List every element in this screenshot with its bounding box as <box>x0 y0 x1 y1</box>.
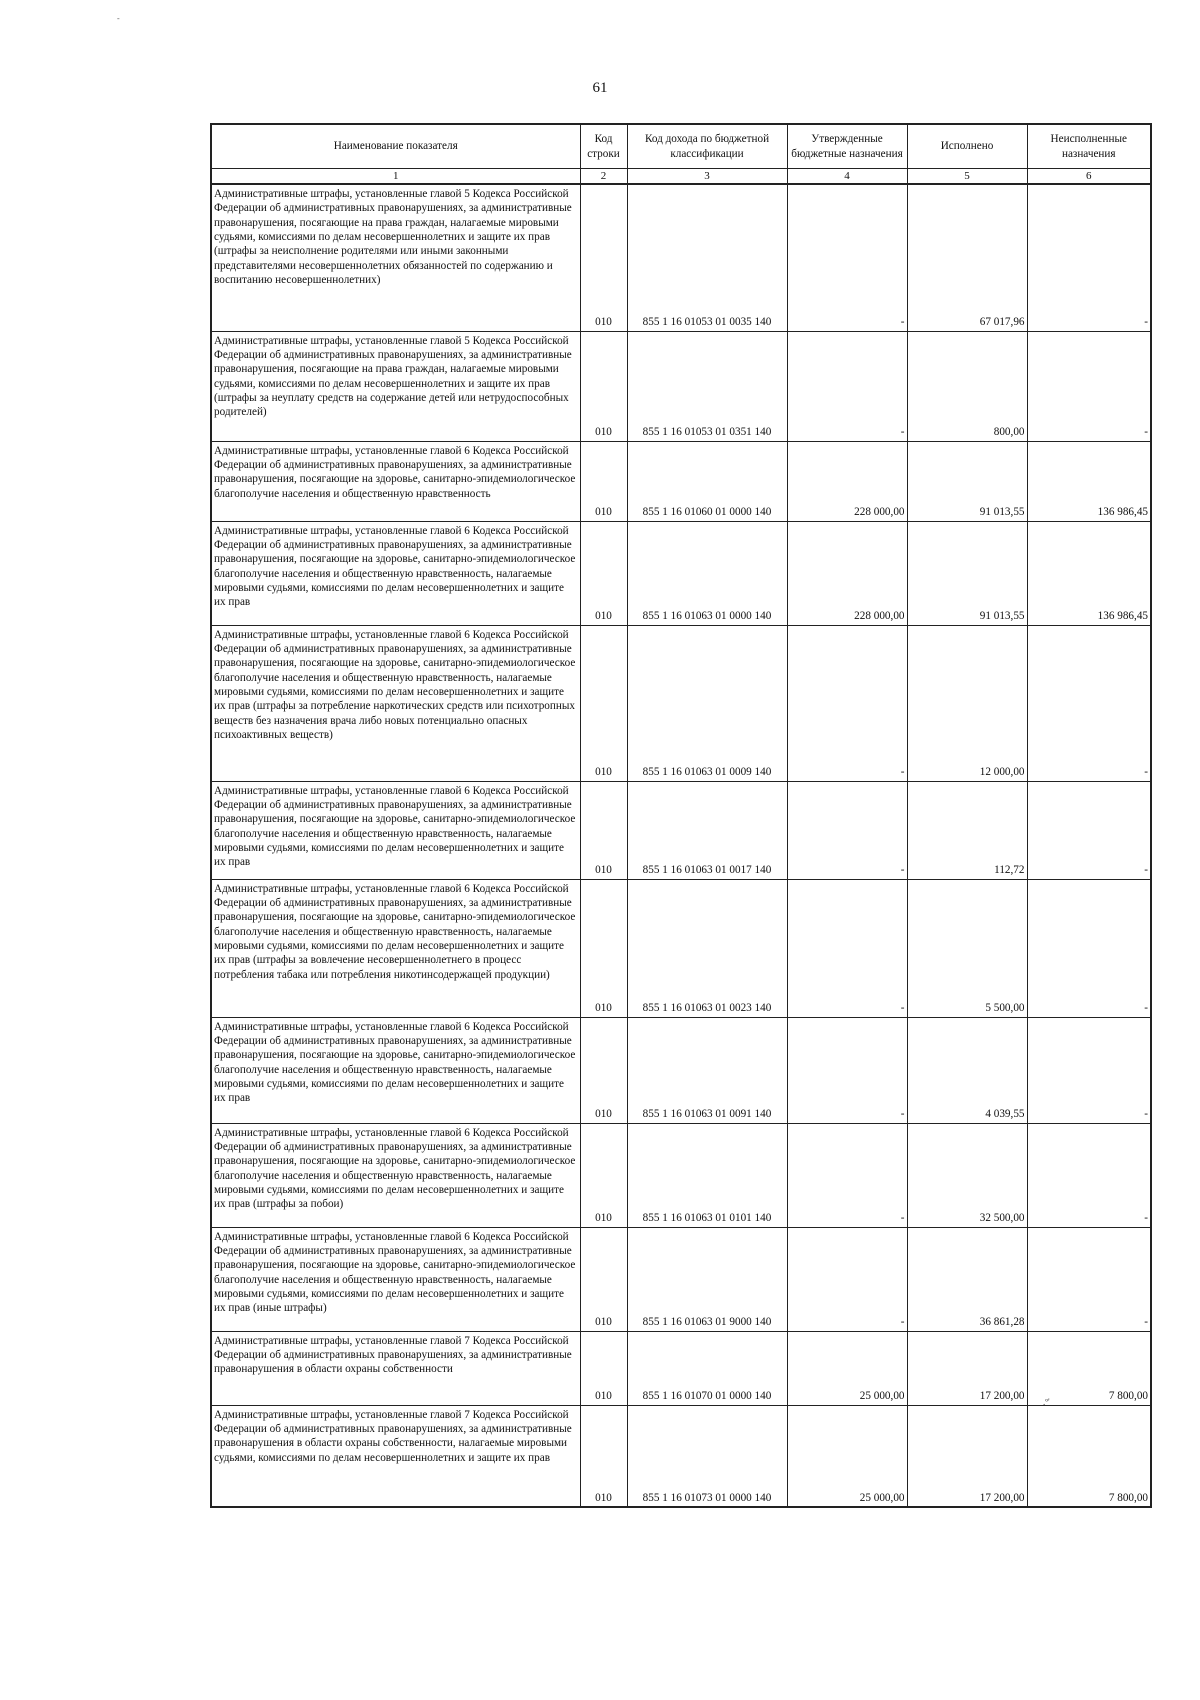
row-income-code: 855 1 16 01063 01 0000 140 <box>627 521 787 625</box>
row-approved: - <box>787 331 907 441</box>
header-approved: Утвержденные бюджетные назначения <box>787 124 907 169</box>
row-executed: 36 861,28 <box>907 1227 1027 1331</box>
row-executed: 17 200,00 <box>907 1331 1027 1405</box>
header-line-code: Код строки <box>580 124 627 169</box>
row-line-code: 010 <box>580 781 627 879</box>
row-unexecuted: 7 800,00 <box>1027 1331 1151 1405</box>
table-body <box>211 184 1151 1507</box>
report-sheet <box>210 123 1150 1508</box>
header-income-code: Код дохода по бюджетной классификации <box>627 124 787 169</box>
row-approved: - <box>787 879 907 1017</box>
row-indicator-name: Административные штрафы, установленные главой 6 Кодекса Российской Федерации об административных правонарушениях, за административные правонарушения, посягающие на здоровье, санитарно-эпидемиологическое благополучие населения и общественную нравственность, налагаемые мировыми судьями, комиссиями по делам несовершеннолетних и защите их прав (иные штрафы) <box>211 1227 580 1331</box>
header-row <box>211 124 1151 169</box>
row-approved: - <box>787 781 907 879</box>
table-row <box>211 781 1151 879</box>
row-executed: 112,72 <box>907 781 1027 879</box>
column-number: 5 <box>907 169 1027 185</box>
row-approved: - <box>787 1123 907 1227</box>
row-unexecuted: - <box>1027 1017 1151 1123</box>
row-executed: 91 013,55 <box>907 521 1027 625</box>
budget-income-table <box>210 123 1152 1508</box>
row-executed: 91 013,55 <box>907 441 1027 521</box>
row-line-code: 010 <box>580 1123 627 1227</box>
scan-mark: .º' <box>1043 1397 1050 1407</box>
row-executed: 4 039,55 <box>907 1017 1027 1123</box>
row-income-code: 855 1 16 01070 01 0000 140 <box>627 1331 787 1405</box>
row-unexecuted: - <box>1027 781 1151 879</box>
row-executed: 17 200,00 <box>907 1405 1027 1507</box>
column-number-row <box>211 169 1151 185</box>
row-approved: - <box>787 625 907 781</box>
row-executed: 32 500,00 <box>907 1123 1027 1227</box>
row-executed: 67 017,96 <box>907 184 1027 331</box>
row-income-code: 855 1 16 01063 01 0023 140 <box>627 879 787 1017</box>
header-unexecuted: Неисполненные назначения <box>1027 124 1151 169</box>
row-executed: 12 000,00 <box>907 625 1027 781</box>
row-indicator-name: Административные штрафы, установленные главой 6 Кодекса Российской Федерации об административных правонарушениях, за административные правонарушения, посягающие на здоровье, санитарно-эпидемиологическое благополучие населения и общественную нравственность <box>211 441 580 521</box>
table-row <box>211 625 1151 781</box>
row-approved: 25 000,00 <box>787 1405 907 1507</box>
row-approved: - <box>787 1227 907 1331</box>
row-unexecuted: - <box>1027 331 1151 441</box>
row-unexecuted: - <box>1027 184 1151 331</box>
row-income-code: 855 1 16 01063 01 0091 140 <box>627 1017 787 1123</box>
row-line-code: 010 <box>580 879 627 1017</box>
row-income-code: 855 1 16 01053 01 0035 140 <box>627 184 787 331</box>
header-indicator-name: Наименование показателя <box>211 124 580 169</box>
column-number: 6 <box>1027 169 1151 185</box>
row-unexecuted: - <box>1027 1227 1151 1331</box>
row-line-code: 010 <box>580 1331 627 1405</box>
table-row <box>211 1017 1151 1123</box>
row-income-code: 855 1 16 01060 01 0000 140 <box>627 441 787 521</box>
row-line-code: 010 <box>580 1017 627 1123</box>
row-income-code: 855 1 16 01053 01 0351 140 <box>627 331 787 441</box>
row-approved: 228 000,00 <box>787 441 907 521</box>
row-income-code: 855 1 16 01063 01 9000 140 <box>627 1227 787 1331</box>
row-indicator-name: Административные штрафы, установленные главой 7 Кодекса Российской Федерации об административных правонарушениях, за административные правонарушения в области охраны собственности, налагаемые мировыми судьями, комиссиями по делам несовершеннолетних и защите их прав <box>211 1405 580 1507</box>
row-approved: - <box>787 184 907 331</box>
table-row <box>211 521 1151 625</box>
row-unexecuted: - <box>1027 879 1151 1017</box>
row-line-code: 010 <box>580 625 627 781</box>
row-unexecuted: - <box>1027 1123 1151 1227</box>
table-row <box>211 184 1151 331</box>
row-line-code: 010 <box>580 521 627 625</box>
row-income-code: 855 1 16 01063 01 0101 140 <box>627 1123 787 1227</box>
row-approved: - <box>787 1017 907 1123</box>
row-income-code: 855 1 16 01073 01 0000 140 <box>627 1405 787 1507</box>
column-number: 4 <box>787 169 907 185</box>
row-approved: 25 000,00 <box>787 1331 907 1405</box>
table-row <box>211 1227 1151 1331</box>
row-indicator-name: Административные штрафы, установленные главой 6 Кодекса Российской Федерации об административных правонарушениях, за административные правонарушения, посягающие на здоровье, санитарно-эпидемиологическое благополучие населения и общественную нравственность, налагаемые мировыми судьями, комиссиями по делам несовершеннолетних и защите их прав <box>211 781 580 879</box>
column-number: 2 <box>580 169 627 185</box>
row-indicator-name: Административные штрафы, установленные главой 6 Кодекса Российской Федерации об административных правонарушениях, за административные правонарушения, посягающие на здоровье, санитарно-эпидемиологическое благополучие населения и общественную нравственность, налагаемые мировыми судьями, комиссиями по делам несовершеннолетних и защите их прав (штрафы за побои) <box>211 1123 580 1227</box>
row-line-code: 010 <box>580 441 627 521</box>
column-number: 3 <box>627 169 787 185</box>
page-number: 61 <box>592 80 608 96</box>
row-unexecuted: - <box>1027 625 1151 781</box>
row-line-code: 010 <box>580 1405 627 1507</box>
row-indicator-name: Административные штрафы, установленные главой 6 Кодекса Российской Федерации об административных правонарушениях, за административные правонарушения, посягающие на здоровье, санитарно-эпидемиологическое благополучие населения и общественную нравственность, налагаемые мировыми судьями, комиссиями по делам несовершеннолетних и защите их прав (штрафы за потребление наркотических средств или психотропных веществ без назначения врача либо новых потенциально опасных психоактивных веществ) <box>211 625 580 781</box>
row-indicator-name: Административные штрафы, установленные главой 5 Кодекса Российской Федерации об административных правонарушениях, за административные правонарушения, посягающие на права граждан, налагаемые мировыми судьями, комиссиями по делам несовершеннолетних и защите их прав (штрафы за неисполнение родителями или иными законными представителями несовершеннолетних обязанностей по содержанию и воспитанию несовершеннолетних) <box>211 184 580 331</box>
row-executed: 5 500,00 <box>907 879 1027 1017</box>
row-executed: 800,00 <box>907 331 1027 441</box>
table-row <box>211 441 1151 521</box>
row-indicator-name: Административные штрафы, установленные главой 7 Кодекса Российской Федерации об административных правонарушениях, за административные правонарушения в области охраны собственности <box>211 1331 580 1405</box>
row-unexecuted: 136 986,45 <box>1027 441 1151 521</box>
row-unexecuted: 136 986,45 <box>1027 521 1151 625</box>
row-unexecuted: 7 800,00 <box>1027 1405 1151 1507</box>
table-row <box>211 879 1151 1017</box>
scan-speck: - <box>117 14 120 23</box>
row-indicator-name: Административные штрафы, установленные главой 5 Кодекса Российской Федерации об административных правонарушениях, за административные правонарушения, посягающие на права граждан, налагаемые мировыми судьями, комиссиями по делам несовершеннолетних и защите их прав (штрафы за неуплату средств на содержание детей или нетрудоспособных родителей) <box>211 331 580 441</box>
row-income-code: 855 1 16 01063 01 0017 140 <box>627 781 787 879</box>
table-row <box>211 1405 1151 1507</box>
row-line-code: 010 <box>580 1227 627 1331</box>
row-approved: 228 000,00 <box>787 521 907 625</box>
header-executed: Исполнено <box>907 124 1027 169</box>
row-indicator-name: Административные штрафы, установленные главой 6 Кодекса Российской Федерации об административных правонарушениях, за административные правонарушения, посягающие на здоровье, санитарно-эпидемиологическое благополучие населения и общественную нравственность, налагаемые мировыми судьями, комиссиями по делам несовершеннолетних и защите их прав <box>211 521 580 625</box>
row-income-code: 855 1 16 01063 01 0009 140 <box>627 625 787 781</box>
table-row <box>211 1331 1151 1405</box>
row-indicator-name: Административные штрафы, установленные главой 6 Кодекса Российской Федерации об административных правонарушениях, за административные правонарушения, посягающие на здоровье, санитарно-эпидемиологическое благополучие населения и общественную нравственность, налагаемые мировыми судьями, комиссиями по делам несовершеннолетних и защите их прав (штрафы за вовлечение несовершеннолетнего в процесс потребления табака или потребления никотинсодержащей продукции) <box>211 879 580 1017</box>
column-number: 1 <box>211 169 580 185</box>
row-line-code: 010 <box>580 331 627 441</box>
table-row <box>211 331 1151 441</box>
table-row <box>211 1123 1151 1227</box>
row-indicator-name: Административные штрафы, установленные главой 6 Кодекса Российской Федерации об административных правонарушениях, за административные правонарушения, посягающие на здоровье, санитарно-эпидемиологическое благополучие населения и общественную нравственность, налагаемые мировыми судьями, комиссиями по делам несовершеннолетних и защите их прав <box>211 1017 580 1123</box>
row-line-code: 010 <box>580 184 627 331</box>
